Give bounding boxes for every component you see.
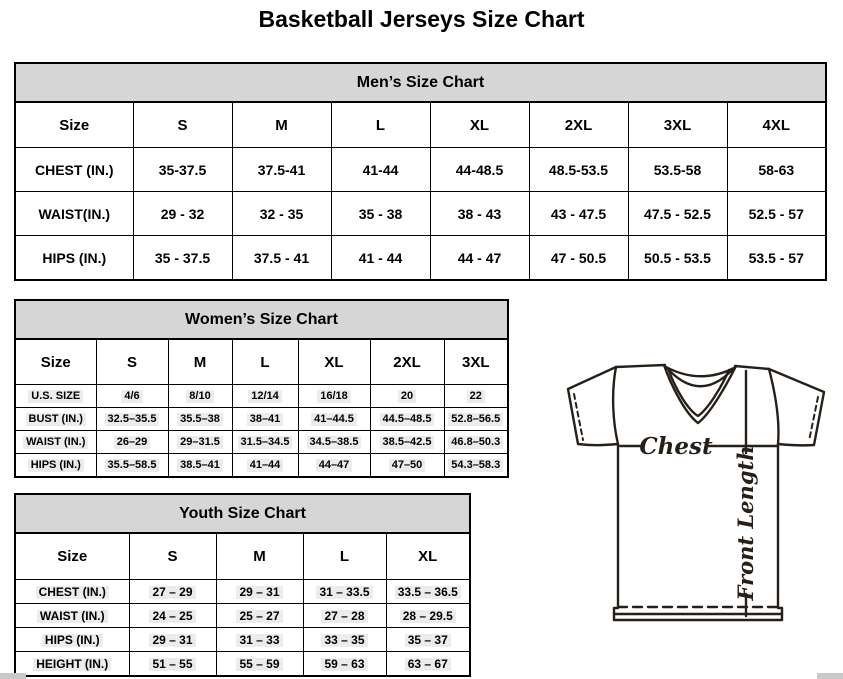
mens-col-header: XL <box>430 102 529 148</box>
womens-col-header: M <box>168 339 232 385</box>
table-row <box>15 408 508 431</box>
size-cell-text: 31 – 33.5 <box>316 586 372 599</box>
size-cell <box>386 628 470 652</box>
size-cell <box>444 408 508 431</box>
table-row <box>15 628 470 652</box>
row-label-text: WAIST (IN.) <box>37 610 108 623</box>
size-cell <box>96 431 168 454</box>
size-cell <box>444 454 508 478</box>
size-cell-text: 29 – 31 <box>149 634 195 647</box>
mens-table-title: Men’s Size Chart <box>15 63 826 102</box>
size-cell <box>216 604 303 628</box>
size-cell-text: 34.5–38.5 <box>307 436 362 449</box>
size-cell: 53.5-58 <box>628 148 727 192</box>
row-label <box>15 385 96 408</box>
size-cell: 48.5-53.5 <box>529 148 628 192</box>
size-cell <box>303 628 386 652</box>
size-cell: 58-63 <box>727 148 826 192</box>
row-label <box>15 431 96 454</box>
row-label <box>15 652 129 677</box>
row-label-text: U.S. SIZE <box>28 390 83 403</box>
size-cell: 52.5 - 57 <box>727 192 826 236</box>
jersey-shoulder-right <box>735 366 769 369</box>
size-cell <box>96 408 168 431</box>
size-cell: 47.5 - 52.5 <box>628 192 727 236</box>
size-cell-text: 31.5–34.5 <box>238 436 293 449</box>
size-cell-text: 27 – 28 <box>321 610 367 623</box>
size-cell <box>96 454 168 478</box>
row-label-text: CHEST (IN.) <box>36 586 109 599</box>
table-row <box>15 148 826 192</box>
size-cell: 35-37.5 <box>133 148 232 192</box>
mens-col-header: 4XL <box>727 102 826 148</box>
row-label-text: HIPS (IN.) <box>42 634 103 647</box>
size-cell: 29 - 32 <box>133 192 232 236</box>
mens-size-table <box>14 62 827 281</box>
size-cell-text: 54.3–58.3 <box>448 459 503 472</box>
row-label: CHEST (IN.) <box>15 148 133 192</box>
size-cell: 44 - 47 <box>430 236 529 281</box>
size-cell <box>370 385 444 408</box>
womens-col-header: 3XL <box>444 339 508 385</box>
size-cell <box>216 628 303 652</box>
row-label-text: HIPS (IN.) <box>28 459 84 472</box>
size-cell <box>370 408 444 431</box>
size-cell <box>444 385 508 408</box>
size-cell-text: 4/6 <box>121 390 142 403</box>
size-cell-text: 59 – 63 <box>321 658 367 671</box>
size-cell <box>129 604 216 628</box>
size-cell-text: 46.8–50.3 <box>448 436 503 449</box>
size-cell: 32 - 35 <box>232 192 331 236</box>
table-row <box>15 236 826 281</box>
youth-col-header: S <box>129 533 216 580</box>
row-label <box>15 604 129 628</box>
youth-col-header: XL <box>386 533 470 580</box>
size-cell <box>129 628 216 652</box>
size-cell-text: 44–47 <box>316 459 353 472</box>
mens-col-header: 3XL <box>628 102 727 148</box>
scrollbar-fragment-left[interactable] <box>0 673 26 679</box>
size-cell-text: 29–31.5 <box>177 436 223 449</box>
row-label-text: WAIST (IN.) <box>23 436 88 449</box>
size-cell <box>216 580 303 604</box>
size-cell <box>303 604 386 628</box>
chest-label: Chest <box>639 433 713 460</box>
size-cell-text: 28 – 29.5 <box>400 610 456 623</box>
mens-col-header: S <box>133 102 232 148</box>
size-cell <box>298 431 370 454</box>
size-cell: 37.5-41 <box>232 148 331 192</box>
youth-col-header: Size <box>15 533 129 580</box>
size-cell-text: 32.5–35.5 <box>105 413 160 426</box>
size-cell-text: 38.5–42.5 <box>380 436 435 449</box>
size-cell-text: 38.5–41 <box>177 459 223 472</box>
size-cell <box>168 408 232 431</box>
row-label: HIPS (IN.) <box>15 236 133 281</box>
size-cell <box>168 385 232 408</box>
size-cell <box>232 385 298 408</box>
youth-col-header: L <box>303 533 386 580</box>
size-cell <box>232 431 298 454</box>
size-cell-text: 63 – 67 <box>405 658 451 671</box>
size-cell <box>303 652 386 677</box>
size-cell: 50.5 - 53.5 <box>628 236 727 281</box>
row-label-text: BUST (IN.) <box>26 413 86 426</box>
size-cell-text: 52.8–56.5 <box>448 413 503 426</box>
size-cell-text: 41–44 <box>247 459 284 472</box>
scrollbar-fragment-right[interactable] <box>817 673 843 679</box>
size-cell <box>386 652 470 677</box>
size-cell: 35 - 38 <box>331 192 430 236</box>
size-cell-text: 31 – 33 <box>236 634 282 647</box>
size-cell-text: 25 – 27 <box>236 610 282 623</box>
size-cell-text: 16/18 <box>317 390 351 403</box>
size-cell-text: 55 – 59 <box>236 658 282 671</box>
mens-col-header: L <box>331 102 430 148</box>
mens-col-header: Size <box>15 102 133 148</box>
womens-col-header: Size <box>15 339 96 385</box>
womens-col-header: S <box>96 339 168 385</box>
size-cell <box>298 385 370 408</box>
size-cell <box>444 431 508 454</box>
size-cell-text: 41–44.5 <box>311 413 357 426</box>
table-row <box>15 385 508 408</box>
size-cell <box>303 580 386 604</box>
size-cell: 38 - 43 <box>430 192 529 236</box>
size-cell <box>298 454 370 478</box>
size-cell: 44-48.5 <box>430 148 529 192</box>
row-label-text: HEIGHT (IN.) <box>33 658 111 671</box>
front-length-label: Front Length <box>733 445 758 601</box>
size-cell-text: 27 – 29 <box>149 586 195 599</box>
size-cell-text: 35.5–38 <box>177 413 223 426</box>
size-cell-text: 33 – 35 <box>321 634 367 647</box>
size-cell: 35 - 37.5 <box>133 236 232 281</box>
size-cell: 41-44 <box>331 148 430 192</box>
womens-col-header: L <box>232 339 298 385</box>
size-cell-text: 22 <box>467 390 485 403</box>
table-row <box>15 652 470 677</box>
youth-size-table <box>14 493 471 677</box>
size-cell: 53.5 - 57 <box>727 236 826 281</box>
size-cell <box>216 652 303 677</box>
size-cell-text: 47–50 <box>389 459 426 472</box>
size-cell <box>232 454 298 478</box>
row-label <box>15 408 96 431</box>
row-label <box>15 628 129 652</box>
jersey-collar-arc-1 <box>666 367 734 376</box>
table-row <box>15 192 826 236</box>
size-cell-text: 35.5–58.5 <box>105 459 160 472</box>
jersey-shoulder-left <box>616 365 665 367</box>
size-cell <box>168 431 232 454</box>
size-cell: 47 - 50.5 <box>529 236 628 281</box>
size-cell-text: 35 – 37 <box>405 634 451 647</box>
size-cell-text: 38–41 <box>247 413 284 426</box>
youth-table-title: Youth Size Chart <box>15 494 470 533</box>
size-cell <box>386 580 470 604</box>
table-row <box>15 431 508 454</box>
size-cell <box>298 408 370 431</box>
table-row <box>15 454 508 478</box>
size-cell <box>129 652 216 677</box>
row-label: WAIST(IN.) <box>15 192 133 236</box>
size-cell: 37.5 - 41 <box>232 236 331 281</box>
mens-col-header: M <box>232 102 331 148</box>
womens-size-table <box>14 299 509 478</box>
size-cell <box>232 408 298 431</box>
size-cell-text: 12/14 <box>248 390 282 403</box>
table-row <box>15 604 470 628</box>
womens-table-title: Women’s Size Chart <box>15 300 508 339</box>
size-cell <box>370 431 444 454</box>
size-cell <box>96 385 168 408</box>
jersey-measurement-diagram <box>556 358 838 632</box>
size-cell-text: 33.5 – 36.5 <box>395 586 461 599</box>
womens-col-header: 2XL <box>370 339 444 385</box>
size-cell: 43 - 47.5 <box>529 192 628 236</box>
size-cell-text: 44.5–48.5 <box>380 413 435 426</box>
size-cell <box>370 454 444 478</box>
youth-col-header: M <box>216 533 303 580</box>
size-cell-text: 26–29 <box>114 436 151 449</box>
row-label <box>15 580 129 604</box>
size-cell <box>129 580 216 604</box>
size-cell-text: 51 – 55 <box>149 658 195 671</box>
row-label <box>15 454 96 478</box>
size-cell: 41 - 44 <box>331 236 430 281</box>
womens-col-header: XL <box>298 339 370 385</box>
mens-col-header: 2XL <box>529 102 628 148</box>
size-cell-text: 20 <box>398 390 416 403</box>
size-cell-text: 29 – 31 <box>236 586 282 599</box>
size-cell <box>168 454 232 478</box>
size-cell-text: 8/10 <box>186 390 213 403</box>
page-title: Basketball Jerseys Size Chart <box>258 6 585 32</box>
size-cell-text: 24 – 25 <box>149 610 195 623</box>
size-cell <box>386 604 470 628</box>
table-row <box>15 580 470 604</box>
